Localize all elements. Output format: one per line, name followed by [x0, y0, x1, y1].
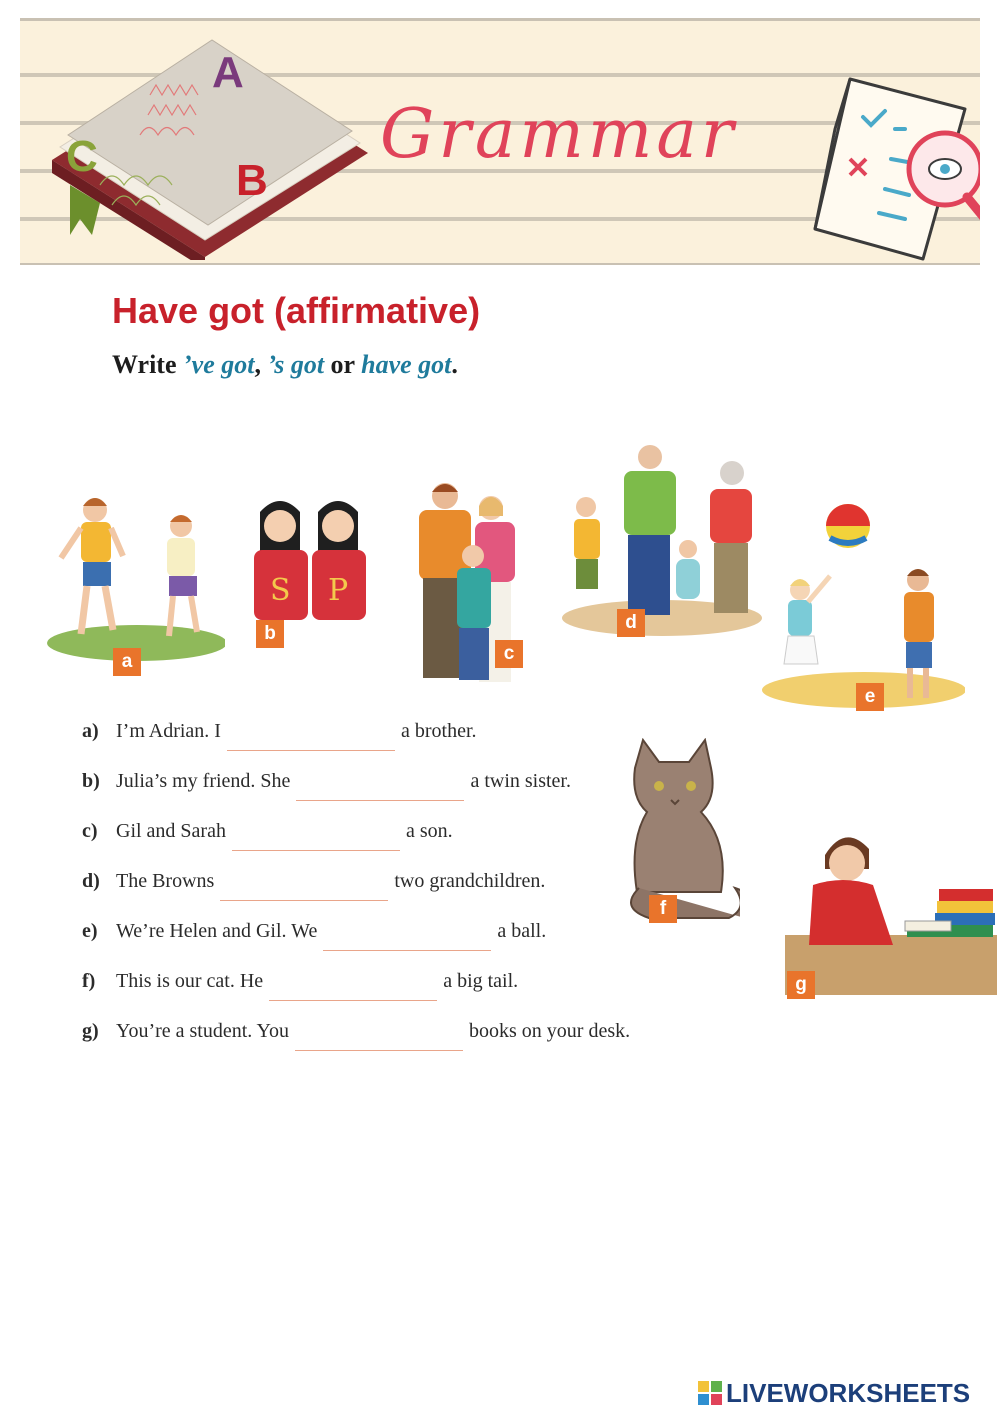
item-label: c)	[82, 820, 98, 842]
instruction-suffix: .	[451, 350, 458, 379]
page-title: Have got (affirmative)	[112, 290, 481, 331]
picture-label-g: g	[787, 971, 815, 999]
item-label: b)	[82, 770, 100, 792]
answer-input-c[interactable]	[232, 826, 400, 851]
grammar-script-text: Grammar	[380, 95, 738, 174]
sentence-start: Julia’s my friend. She	[116, 770, 291, 792]
picture-label-b: b	[256, 620, 284, 648]
sentence-start: You’re a student. You	[116, 1020, 289, 1042]
picture-d	[562, 443, 762, 643]
picture-b	[240, 492, 380, 652]
exercise-row-b	[82, 770, 571, 800]
abc-book-illustration	[30, 35, 380, 260]
sentence-end: a brother.	[400, 720, 477, 742]
picture-label-e: e	[856, 683, 884, 711]
book-letter-a: A	[212, 48, 244, 97]
item-label: e)	[82, 920, 98, 942]
quiz-magnifier-illustration	[795, 69, 980, 265]
picture-label-c: c	[495, 640, 523, 668]
liveworksheets-mark-icon	[698, 1381, 722, 1405]
exercise-row-g	[82, 1020, 630, 1050]
answer-input-d[interactable]	[220, 876, 388, 901]
item-label: f)	[82, 970, 96, 992]
sentence-end: a big tail.	[443, 970, 519, 992]
picture-f	[615, 738, 740, 928]
exercise-row-e	[82, 920, 546, 950]
item-label: g)	[82, 1020, 99, 1042]
student-desk-illustration	[785, 825, 997, 1000]
exercise-row-a	[82, 720, 477, 750]
answer-input-f[interactable]	[269, 976, 437, 1001]
answer-input-g[interactable]	[295, 1026, 463, 1051]
sentence-start: We’re Helen and Gil. We	[116, 920, 318, 942]
option-have-got: have got	[361, 350, 452, 379]
svg-text:P: P	[328, 573, 349, 608]
picture-label-f: f	[649, 895, 677, 923]
answer-input-b[interactable]	[296, 776, 464, 801]
sentence-end: two grandchildren.	[394, 870, 546, 892]
item-label: a)	[82, 720, 99, 742]
sentence-start: This is our cat. He	[116, 970, 264, 992]
liveworksheets-logo[interactable]	[698, 1378, 970, 1408]
item-label: d)	[82, 870, 100, 892]
beach-ball-illustration	[760, 498, 965, 713]
option-s-got: ’s got	[267, 350, 325, 379]
picture-label-a: a	[113, 648, 141, 676]
picture-e	[760, 498, 965, 713]
sentence-start: The Browns	[116, 870, 215, 892]
exercise-row-c	[82, 820, 453, 850]
sentence-end: books on your desk.	[469, 1020, 631, 1042]
grammar-banner	[20, 18, 980, 265]
picture-g	[785, 825, 997, 1000]
sentence-start: I’m Adrian. I	[116, 720, 221, 742]
option-ve-got: ’ve got	[183, 350, 255, 379]
picture-c	[395, 478, 530, 693]
answer-input-e[interactable]	[323, 926, 491, 951]
instruction-separator: ,	[254, 350, 268, 379]
book-letter-c: C	[66, 132, 98, 181]
grandparents-illustration	[562, 443, 762, 643]
sentence-end: a twin sister.	[470, 770, 571, 792]
instruction-separator: or	[324, 350, 362, 379]
exercise-row-d	[82, 870, 545, 900]
instruction-prefix: Write	[112, 350, 183, 379]
sentence-end: a ball.	[497, 920, 547, 942]
picture-a	[45, 488, 225, 678]
answer-input-a[interactable]	[227, 726, 395, 751]
cat-illustration	[615, 738, 740, 928]
exercise-row-f	[82, 970, 518, 1000]
sentence-end: a son.	[405, 820, 453, 842]
instruction-text	[112, 350, 458, 380]
grammar-script-title	[380, 83, 820, 193]
logo-text: LIVEWORKSHEETS	[726, 1377, 971, 1408]
book-letter-b: B	[236, 156, 268, 205]
svg-text:S: S	[270, 573, 291, 608]
sentence-start: Gil and Sarah	[116, 820, 226, 842]
picture-label-d: d	[617, 609, 645, 637]
